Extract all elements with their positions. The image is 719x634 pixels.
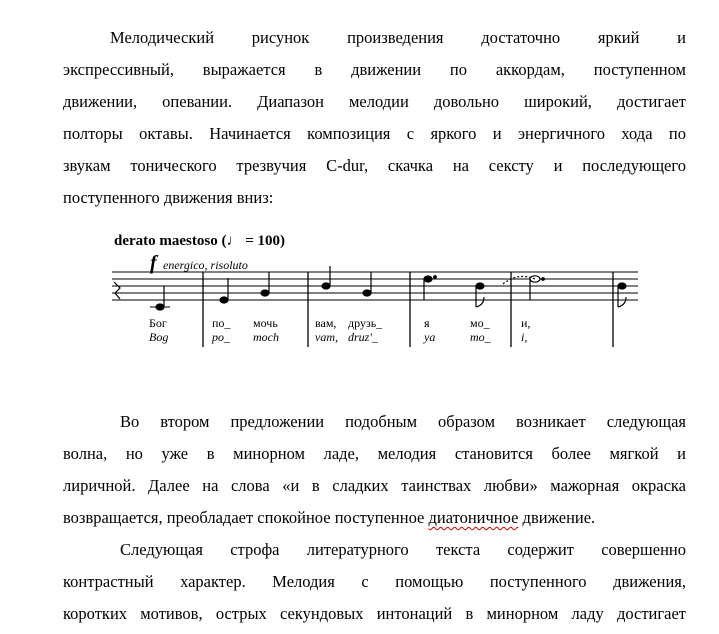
note-head xyxy=(618,283,626,289)
expression-marking: energico, risoluto xyxy=(163,258,248,272)
lyric-transliteration: druz'_ xyxy=(348,330,378,344)
paragraph-3 xyxy=(63,534,686,630)
paragraph-line: Следующая строфа литературного текста содержит совершенно xyxy=(120,540,686,559)
text-segment: движение. xyxy=(518,508,596,527)
lyric-transliteration: Bog xyxy=(149,330,169,344)
rest-symbol xyxy=(114,282,120,299)
note-head-open xyxy=(530,276,540,282)
lyric-syllable: друзь_ xyxy=(348,316,383,330)
note-flag xyxy=(476,297,484,307)
lyric-syllable: вам, xyxy=(315,316,337,330)
tempo-marking: derato maestoso (♩ = 100) xyxy=(114,233,286,249)
note-flag xyxy=(618,297,626,307)
lyric-transliteration: i, xyxy=(521,330,528,344)
lyric-syllable: мо_ xyxy=(470,316,490,330)
dot xyxy=(434,276,437,279)
paragraph-line xyxy=(63,502,686,534)
note-head xyxy=(424,276,432,282)
lyric-transliteration: moch xyxy=(253,330,279,344)
paragraph-line: звукам тонического трезвучия C-dur, скачка на сексту и последующего xyxy=(63,156,686,175)
note-head xyxy=(476,283,484,289)
paragraph-line: полторы октавы. Начинается композиция с яркого и энергичного хода по xyxy=(63,124,686,143)
lyric-syllable: и, xyxy=(521,316,531,330)
lyric-syllable: мочь xyxy=(253,316,278,330)
paragraph-line: экспрессивный, выражается в движении по аккордам, поступенном xyxy=(63,60,686,79)
lyric-syllable: по_ xyxy=(212,316,231,330)
paragraph-line: движении, опевании. Диапазон мелодии довольно широкий, достигает xyxy=(63,92,686,111)
paragraph-line: Мелодический рисунок произведения достаточно яркий и xyxy=(110,28,686,47)
lyric-transliteration: ya xyxy=(424,330,436,344)
dynamic-marking: f xyxy=(150,252,157,274)
note-head xyxy=(220,297,228,303)
paragraph-line: контрастный характер. Мелодия с помощью поступенного движения, xyxy=(63,572,686,591)
lyric-transliteration: vam, xyxy=(315,330,338,344)
music-score-excerpt xyxy=(108,232,640,352)
spellcheck-flagged-word[interactable]: диатоничное xyxy=(428,508,519,527)
paragraph-line: волна, но уже в минорном ладе, мелодия становится более мягкой и xyxy=(63,444,686,463)
note-head xyxy=(363,290,371,296)
paragraph-line: лиричной. Далее на слова «и в сладких таинствах любви» мажорная окраска xyxy=(63,476,686,495)
lyric-syllable: Бог xyxy=(149,316,167,330)
lyric-transliteration: mo_ xyxy=(470,330,491,344)
lyric-transliteration: po_ xyxy=(212,330,230,344)
note-head xyxy=(261,290,269,296)
paragraph-2 xyxy=(63,406,686,534)
paragraph-1 xyxy=(63,22,686,214)
text-segment: возвращается, преобладает спокойное поступенное xyxy=(63,508,429,527)
paragraph-line: коротких мотивов, острых секундовых интонаций в минорном ладу достигает xyxy=(63,604,686,623)
note-head xyxy=(156,304,164,310)
note-head xyxy=(322,283,330,289)
lyric-syllable: я xyxy=(424,316,430,330)
paragraph-line: поступенного движения вниз: xyxy=(63,188,274,207)
dot xyxy=(542,278,545,281)
paragraph-line: Во втором предложении подобным образом возникает следующая xyxy=(120,412,686,431)
